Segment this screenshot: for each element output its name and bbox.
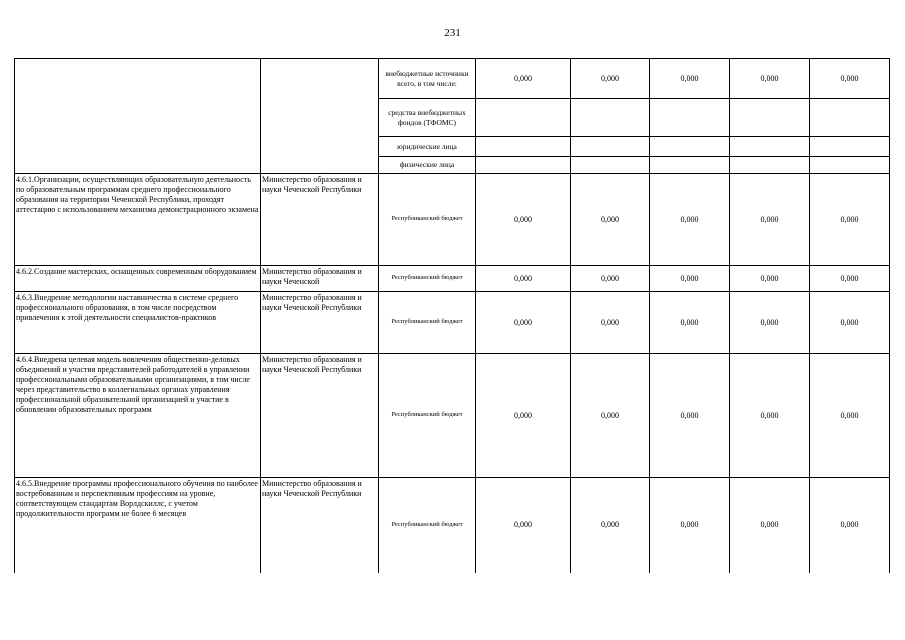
continued-executor-cell xyxy=(261,59,379,174)
amount-cell: 0,000 xyxy=(810,354,890,478)
table-row xyxy=(15,292,890,354)
amount-cell xyxy=(730,99,810,137)
amount-cell: 0,000 xyxy=(571,292,650,354)
amount-cell: 0,000 xyxy=(730,174,810,266)
amount-cell: 0,000 xyxy=(571,266,650,292)
amount-cell: 0,000 xyxy=(571,174,650,266)
amount-cell xyxy=(810,137,890,157)
amount-cell xyxy=(476,157,571,174)
amount-cell: 0,000 xyxy=(730,478,810,573)
amount-cell: 0,000 xyxy=(650,59,730,99)
funding-source: Республиканский бюджет xyxy=(379,174,476,266)
measure-description: 4.6.3.Внедрение методологии наставничества в системе среднего профессионального образования, в том числе посредством привлечения к этой деятельности специалистов-практиков xyxy=(15,292,261,354)
funding-source: средства внебюджетных фондов (ТФОМС) xyxy=(379,99,476,137)
amount-cell xyxy=(650,157,730,174)
funding-source: физические лица xyxy=(379,157,476,174)
funding-source: внебюджетные источники всего, в том числе: xyxy=(379,59,476,99)
amount-cell: 0,000 xyxy=(571,478,650,573)
table-row xyxy=(15,59,890,99)
table-row xyxy=(15,174,890,266)
amount-cell xyxy=(571,157,650,174)
amount-cell xyxy=(476,137,571,157)
amount-cell: 0,000 xyxy=(650,478,730,573)
amount-cell xyxy=(571,137,650,157)
amount-cell: 0,000 xyxy=(571,59,650,99)
amount-cell: 0,000 xyxy=(730,292,810,354)
amount-cell: 0,000 xyxy=(810,59,890,99)
executor: Министерство образования и науки Чеченской Республики xyxy=(261,478,379,573)
amount-cell xyxy=(650,99,730,137)
executor: Министерство образования и науки Чеченской Республики xyxy=(261,292,379,354)
amount-cell xyxy=(730,137,810,157)
funding-source: Республиканский бюджет xyxy=(379,292,476,354)
amount-cell xyxy=(650,137,730,157)
executor: Министерство образования и науки Чеченской Республики xyxy=(261,354,379,478)
amount-cell: 0,000 xyxy=(730,59,810,99)
amount-cell xyxy=(476,99,571,137)
budget-table xyxy=(14,58,890,573)
amount-cell: 0,000 xyxy=(810,478,890,573)
executor: Министерство образования и науки Чеченской Республики xyxy=(261,174,379,266)
amount-cell: 0,000 xyxy=(810,174,890,266)
amount-cell: 0,000 xyxy=(650,266,730,292)
amount-cell xyxy=(810,157,890,174)
measure-description: 4.6.5.Внедрение программы профессионального обучения по наиболее востребованным и перспективным профессиям на уровне, соответствующем стандартам Ворлдскиллс, с учетом продолжительности программ не более 6 месяцев xyxy=(15,478,261,573)
amount-cell: 0,000 xyxy=(730,354,810,478)
table-row xyxy=(15,266,890,292)
amount-cell: 0,000 xyxy=(650,354,730,478)
continued-item-cell xyxy=(15,59,261,174)
amount-cell: 0,000 xyxy=(730,266,810,292)
funding-source: Республиканский бюджет xyxy=(379,478,476,573)
amount-cell xyxy=(571,99,650,137)
amount-cell: 0,000 xyxy=(476,478,571,573)
measure-description: 4.6.4.Внедрена целевая модель вовлечения общественно-деловых объединений и участия представителей работодателей в управлении профессиональными образовательными организациями, в том числе через представительство в коллегиальных органах управления профессиональной образовательной организацией и участие в обновлении образовательных программ xyxy=(15,354,261,478)
amount-cell: 0,000 xyxy=(476,354,571,478)
amount-cell: 0,000 xyxy=(650,174,730,266)
executor: Министерство образования и науки Чеченской xyxy=(261,266,379,292)
amount-cell: 0,000 xyxy=(476,59,571,99)
amount-cell: 0,000 xyxy=(571,354,650,478)
measure-description: 4.6.2.Создание мастерских, оснащенных современным оборудованием xyxy=(15,266,261,292)
table-row xyxy=(15,478,890,573)
amount-cell: 0,000 xyxy=(476,174,571,266)
amount-cell: 0,000 xyxy=(810,292,890,354)
amount-cell: 0,000 xyxy=(810,266,890,292)
measure-description: 4.6.1.Организации, осуществляющих образовательную деятельность по образовательным программам среднего профессионального образования на территории Чеченской Республики, проходят аттестацию с использованием механизма демонстрационного экзамена xyxy=(15,174,261,266)
page-number: 231 xyxy=(444,27,461,39)
funding-source: Республиканский бюджет xyxy=(379,266,476,292)
funding-source: Республиканский бюджет xyxy=(379,354,476,478)
amount-cell: 0,000 xyxy=(476,266,571,292)
amount-cell xyxy=(810,99,890,137)
amount-cell: 0,000 xyxy=(476,292,571,354)
amount-cell xyxy=(730,157,810,174)
table-row xyxy=(15,354,890,478)
amount-cell: 0,000 xyxy=(650,292,730,354)
funding-source: юридические лица xyxy=(379,137,476,157)
